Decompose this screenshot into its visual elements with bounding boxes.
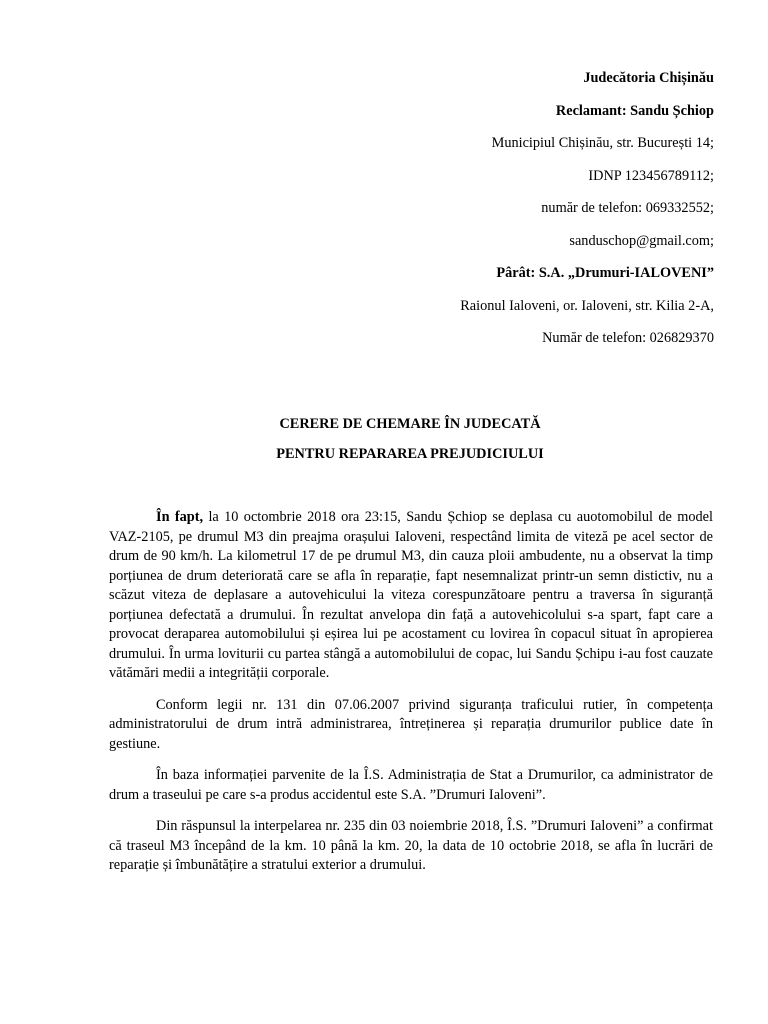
paragraph-facts [109,508,713,684]
defendant-address: Raionul Ialoveni, or. Ialoveni, str. Kilia 2-A, [460,297,714,314]
paragraph-administrator: În baza informației parvenite de la Î.S. Administrația de Stat a Drumurilor, ca administrator de drum a traseului pe care s-a produs accidentul este S.A. ”Drumuri Ialoveni”. [109,767,713,803]
facts-lead: În fapt, [156,509,204,525]
document-title [0,414,768,474]
claimant-phone: număr de telefon: 069332552; [541,200,714,216]
defendant-phone: Număr de telefon: 026829370 [542,330,714,346]
paragraph-response: Din răspunsul la interpelarea nr. 235 din 03 noiembrie 2018, Î.S. ”Drumuri Ialoveni” a confirmat că traseul M3 începând de la km. 10 până la km. 20, la data de 10 octobrie 2018, se afla în lucrări de reparație și îmbunătățire a stratului exterior a drumului. [109,818,713,873]
claimant-email: sanduschop@gmail.com; [569,232,714,249]
claimant-label: Reclamant: Sandu Șchiop [555,102,714,119]
court-name: Judecătoria Chișinău [583,70,714,86]
claimant-idnp: IDNP 123456789112; [588,167,714,184]
claimant-address: Municipiul Chișinău, str. București 14; [491,135,714,151]
title-line-2: PENTRU REPARAREA PREJUDICIULUI [276,446,544,462]
paragraph-law: Conform legii nr. 131 din 07.06.2007 privind siguranța traficului rutier, în competența administratorului de drum intră administrarea, întreținerea și reparația drumurilor publice date în gestiune. [109,696,713,752]
document-body [109,508,713,888]
facts-text: la 10 octombrie 2018 ora 23:15, Sandu Șchiop se deplasa cu auotomobilul de model VAZ-2105, pe drumul M3 din preajma orașului Ialoveni, respectând limita de viteză pe acel sector de drum de 90 km/h. La kilometrul 17 de pe drumul M3, din cauza ploii ambudente, nu a observat la timp porțiunea de drum deteriorată care se afla în reparație, fapt nesemnalizat printr-un semn distictiv, nu a scăzut viteza de deplasare a autovehicului la viteza corespunzătoare pentru a traversa în siguranță porțiunea defectată a drumului. În rezultat anvelopa din față a autovehicolului s-a spart, fapt care a provocat deraparea automobilului și eșirea lui pe acostament cu lovirea în copacul situat în apropierea drumului. În urma loviturii cu partea stângă a automobilului de copac, lui Sandu Șchipu i-au fost cauzate vătămări medii a integrității corporale. [109,509,713,681]
header-block [460,68,714,361]
defendant-label: Pârât: S.A. „Drumuri-IALOVENI” [496,265,714,281]
title-line-1: CERERE DE CHEMARE ÎN JUDECATĂ [279,416,541,432]
